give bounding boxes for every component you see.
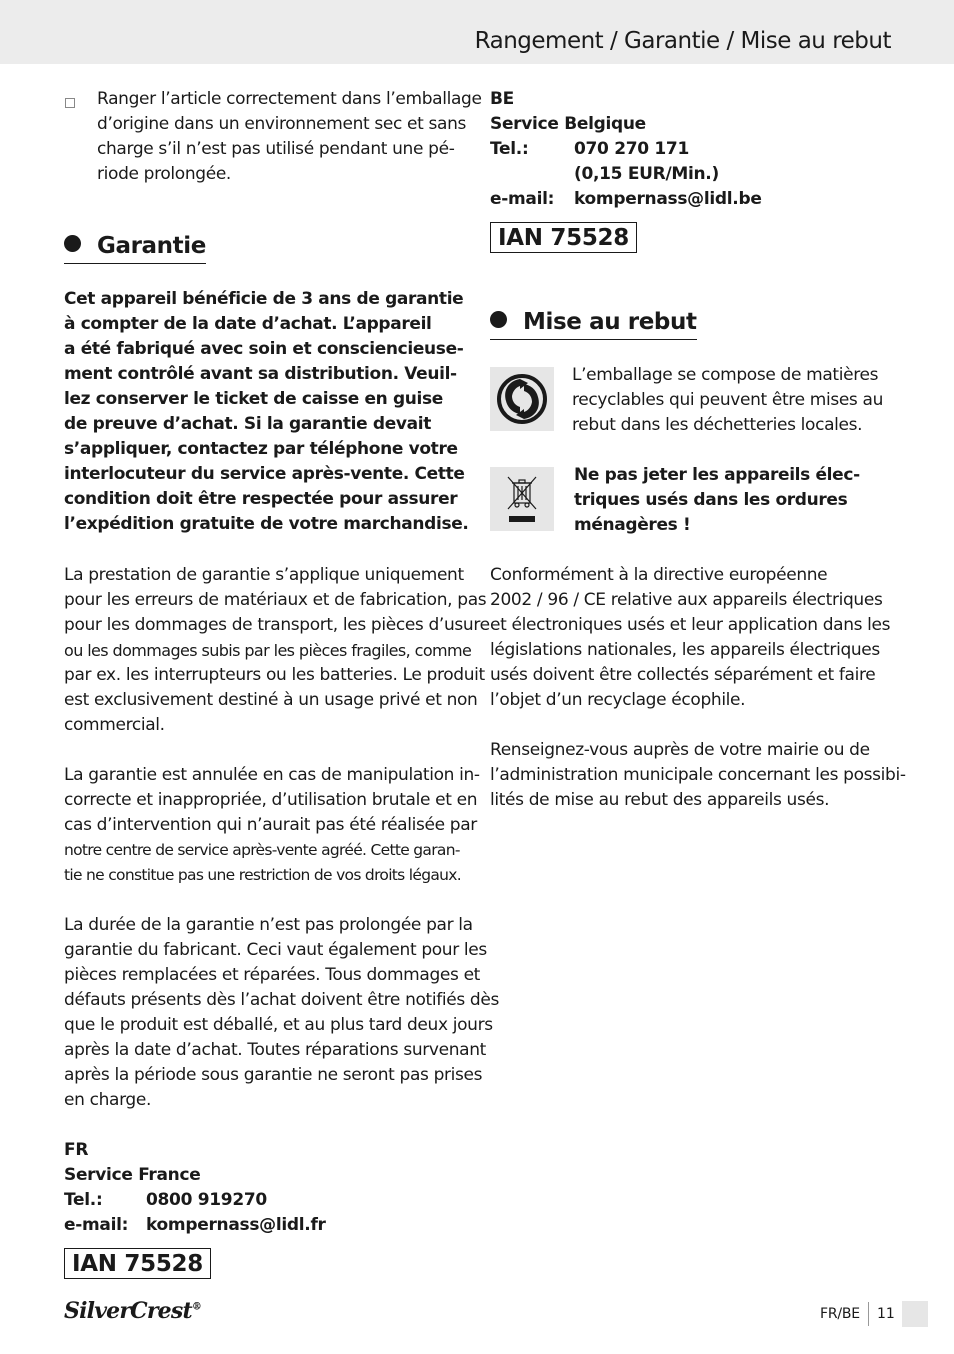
- service-name: Service France: [64, 1165, 201, 1185]
- brand-name: SilverCrest: [64, 1298, 192, 1324]
- text-line: recyclables qui peuvent être mises au: [572, 390, 883, 410]
- text-line: usés doivent être collectés séparément et faire: [490, 665, 876, 685]
- tel-label: Tel.:: [64, 1190, 103, 1210]
- text-line: ou les dommages subis par les pièces fragiles, comme: [64, 641, 472, 660]
- text-line: correcte et inappropriée, d’utilisation brutale et en: [64, 790, 478, 810]
- text-line: condition doit être respectée pour assurer: [64, 489, 458, 509]
- page-number: 11: [877, 1306, 895, 1322]
- tel-label: Tel.:: [490, 139, 529, 159]
- text-line: pour les erreurs de matériaux et de fabrication, pas: [64, 590, 487, 610]
- footer-tab-marker: [902, 1301, 928, 1327]
- text-line: Conformément à la directive européenne: [490, 565, 828, 585]
- text-line: rebut dans les déchetteries locales.: [572, 415, 863, 435]
- text-line: L’emballage se compose de matières: [572, 365, 879, 385]
- text-line: lez conserver le ticket de caisse en guise: [64, 389, 443, 409]
- text-line: ménagères !: [574, 515, 691, 535]
- phone-number: 0800 919270: [146, 1190, 267, 1210]
- text-line: Renseignez-vous auprès de votre mairie ou de: [490, 740, 870, 760]
- mise-au-rebut-heading: [490, 309, 697, 340]
- silvercrest-logo: [64, 1298, 201, 1324]
- green-dot-recycle-icon: [490, 367, 554, 431]
- bullet-dot-icon: [64, 235, 81, 252]
- text-line: et électroniques usés et leur application dans les: [490, 615, 891, 635]
- text-line: ment contrôlé avant sa distribution. Veuil-: [64, 364, 457, 384]
- storage-line: riode prolongée.: [97, 164, 231, 184]
- text-line: de preuve d’achat. Si la garantie devait: [64, 414, 431, 434]
- language-code: FR/BE: [820, 1306, 860, 1322]
- email-label: e-mail:: [64, 1215, 129, 1235]
- garantie-heading-text: Garantie: [97, 233, 206, 259]
- country-code: BE: [490, 89, 514, 109]
- text-line: après la période sous garantie ne seront pas prises: [64, 1065, 483, 1085]
- text-line: triques usés dans les ordures: [574, 490, 848, 510]
- text-line: est exclusivement destiné à un usage privé et non: [64, 690, 478, 710]
- text-line: après la date d’achat. Toutes réparations survenant: [64, 1040, 486, 1060]
- email-address: kompernass@lidl.be: [574, 189, 762, 209]
- text-line: en charge.: [64, 1090, 152, 1110]
- storage-line: Ranger l’article correctement dans l’emballage: [97, 89, 482, 109]
- text-line: garantie du fabricant. Ceci vaut également pour les: [64, 940, 487, 960]
- phone-rate: (0,15 EUR/Min.): [574, 164, 719, 184]
- country-code: FR: [64, 1140, 89, 1160]
- text-line: que le produit est déballé, et au plus tard deux jours: [64, 1015, 493, 1035]
- text-line: cas d’intervention qui n’aurait pas été réalisée par: [64, 815, 477, 835]
- text-line: l’expédition gratuite de votre marchandise.: [64, 514, 469, 534]
- text-line: La prestation de garantie s’applique uniquement: [64, 565, 464, 585]
- ian-box-be: IAN 75528: [490, 222, 637, 253]
- storage-line: charge s’il n’est pas utilisé pendant une pé-: [97, 139, 455, 159]
- text-line: a été fabriqué avec soin et consciencieuse-: [64, 339, 464, 359]
- text-line: 2002 / 96 / CE relative aux appareils électriques: [490, 590, 883, 610]
- email-label: e-mail:: [490, 189, 555, 209]
- header-bar: [0, 0, 954, 64]
- text-line: législations nationales, les appareils électriques: [490, 640, 880, 660]
- page-title: Rangement / Garantie / Mise au rebut: [474, 28, 891, 54]
- phone-number: 070 270 171: [574, 139, 689, 159]
- text-line: l’objet d’un recyclage écophile.: [490, 690, 746, 710]
- garantie-heading: [64, 233, 206, 264]
- crossed-bin-icon: [490, 467, 554, 531]
- ian-box-fr: IAN 75528: [64, 1248, 211, 1279]
- text-line: commercial.: [64, 715, 165, 735]
- square-bullet-icon: [65, 98, 75, 108]
- text-line: lités de mise au rebut des appareils usés.: [490, 790, 830, 810]
- email-address: kompernass@lidl.fr: [146, 1215, 326, 1235]
- mise-au-rebut-heading-text: Mise au rebut: [523, 309, 697, 335]
- text-line: La garantie est annulée en cas de manipulation in-: [64, 765, 480, 785]
- text-line: tie ne constitue pas une restriction de vos droits légaux.: [64, 866, 461, 884]
- service-name: Service Belgique: [490, 114, 646, 134]
- text-line: pièces remplacées et réparées. Tous dommages et: [64, 965, 480, 985]
- footer-divider: [868, 1302, 869, 1326]
- text-line: Ne pas jeter les appareils élec-: [574, 465, 860, 485]
- text-line: Cet appareil bénéficie de 3 ans de garantie: [64, 289, 464, 309]
- trademark-symbol: ®: [191, 1301, 202, 1313]
- text-line: par ex. les interrupteurs ou les batteries. Le produit: [64, 665, 485, 685]
- text-line: défauts présents dès l’achat doivent être notifiés dès: [64, 990, 499, 1010]
- text-line: s’appliquer, contactez par téléphone votre: [64, 439, 458, 459]
- text-line: l’administration municipale concernant les possibi-: [490, 765, 906, 785]
- text-line: à compter de la date d’achat. L’appareil: [64, 314, 432, 334]
- text-line: pour les dommages de transport, les pièces d’usure: [64, 615, 490, 635]
- text-line: La durée de la garantie n’est pas prolongée par la: [64, 915, 473, 935]
- text-line: interlocuteur du service après-vente. Cette: [64, 464, 465, 484]
- bullet-dot-icon: [490, 311, 507, 328]
- storage-line: d’origine dans un environnement sec et sans: [97, 114, 467, 134]
- text-line: notre centre de service après-vente agréé. Cette garan-: [64, 841, 460, 859]
